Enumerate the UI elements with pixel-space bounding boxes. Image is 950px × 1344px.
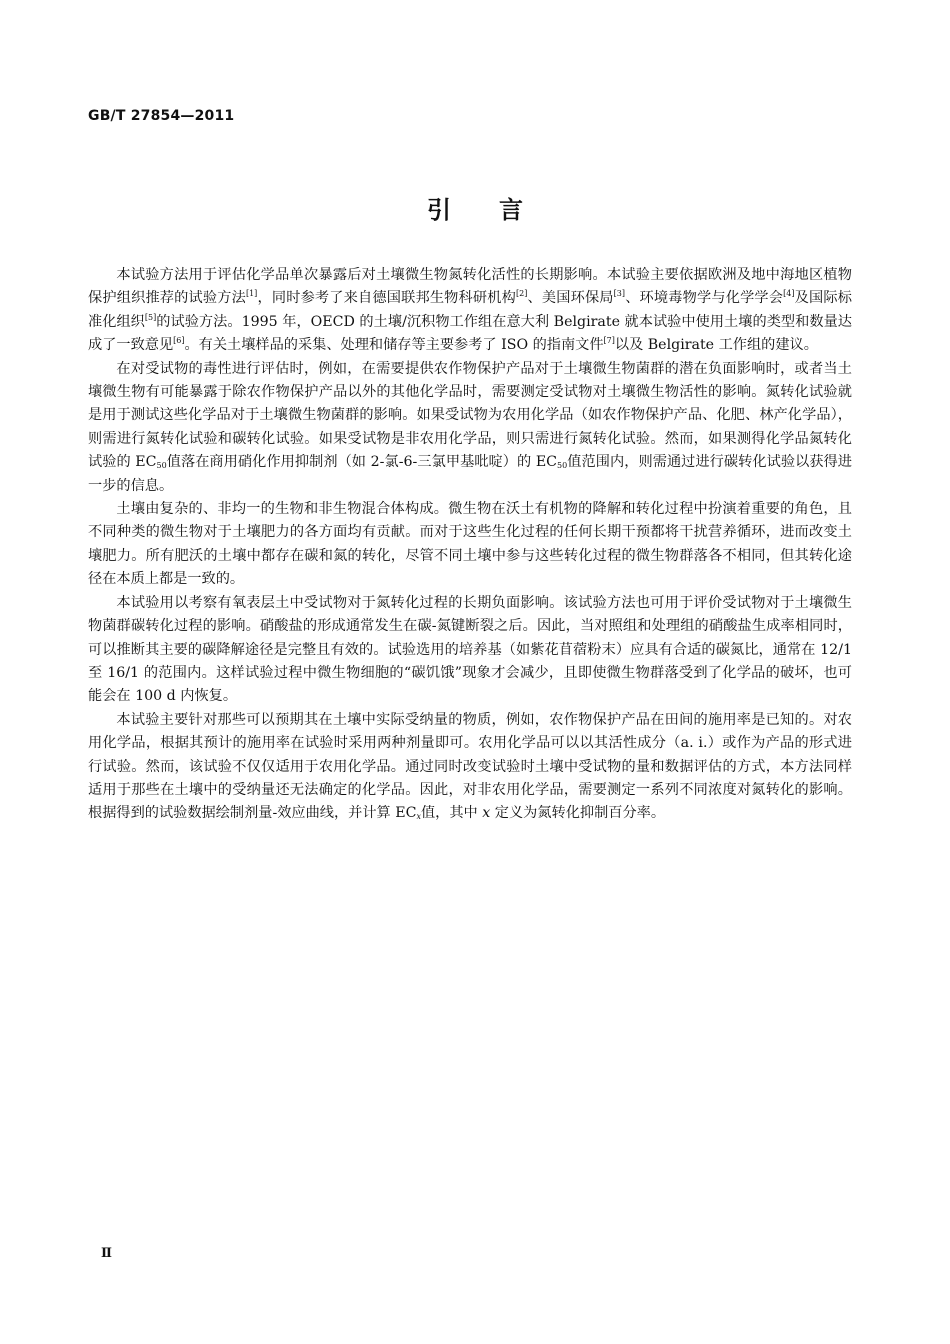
text-run: 值落在商用硝化作用抑制剂（如 2-氯-6-三氯甲基吡啶）的 EC [166,454,558,471]
reference-mark: [6] [173,336,185,346]
text-run: 本试验主要针对那些可以预期其在土壤中实际受纳量的物质，例如，农作物保护产品在田间的施用率是已知的。对农用化学品，根据其预计的施用率在试验时采用两种剂量即可。农用化学品可以以其活性成分（a. i.）或作为产品的形式进行试验。然而，该试验不仅仅适用于农用化学品。通过同时改变试验时土壤中受试物的量和数据评估的方式，本方法同样适用于那些在土壤中的受纳量还无法确定的化学品。因此，对非农用化学品，需要测定一系列不同浓度对氮转化的影响。根据得到的试验数据绘制剂量-效应曲线，并计算 EC [88,711,852,822]
text-run: 的试验方法。1995 年，OECD 的土壤/沉积物工作组在意大利 Belgirate 就本试验中使用土壤的类型和数量达成了一致意见 [88,313,852,354]
text-run: 、环境毒物学与化学学会 [625,290,784,307]
page-number: Ⅱ [101,1246,112,1261]
text-run: 值范围内，则需通过进行碳转化试验以获得进一步的信息。 [88,454,852,494]
text-run: ，同时参考了来自德国联邦生物科研机构 [257,290,516,307]
variable-x: x [482,805,491,822]
subscript: x [416,812,421,822]
subscript: 50 [557,461,568,471]
text-run: 在对受试物的毒性进行评估时，例如，在需要提供农作物保护产品对于土壤微生物菌群的潜在负面影响时，或者当土壤微生物有可能暴露于除农作物保护产品以外的其他化学品时，需要测定受试物对土壤微生物活性的影响。氮转化试验就是用于测试这些化学品对于土壤微生物菌群的影响。如果受试物为农用化学品（如农作物保护产品、化肥、林产化学品），则需进行氮转化试验和碳转化试验。如果受试物是非农用化学品，则只需进行氮转化试验。然而，如果测得化学品氮转化试验的 EC [88,360,852,471]
text-run: 及国际标准化组织 [88,290,852,330]
standard-code: GB/T 27854—2011 [88,108,235,124]
paragraph-5 [88,709,852,826]
paragraph-4: 本试验用以考察有氧表层土中受试物对于氮转化过程的长期负面影响。该试验方法也可用于评价受试物对于土壤微生物菌群碳转化过程的影响。硝酸盐的形成通常发生在碳-氮键断裂之后。因此，当对照组和处理组的硝酸盐生成率相同时，可以推断其主要的碳降解途径是完整且有效的。试验选用的培养基（如紫花苜蓿粉末）应具有合适的碳氮比，通常在 12/1 至 16/1 的范围内。这样试验过程中微生物细胞的“碳饥饿”现象才会减少，且即使微生物群落受到了化学品的破坏，也可能会在 100 d 内恢复。 [88,594,852,705]
text-run: 以及 Belgirate 工作组的建议。 [614,337,818,354]
reference-mark: [7] [603,336,615,346]
reference-mark: [1] [245,289,258,299]
reference-mark: [5] [144,312,157,322]
reference-mark: [4] [783,289,795,299]
reference-mark: [2] [515,289,528,299]
text-run: 。有关土壤样品的采集、处理和储存等主要参考了 ISO 的指南文件 [184,337,604,354]
text-run: 值，其中 [420,805,483,822]
subscript: 50 [156,461,167,471]
text-run: 、美国环保局 [527,290,614,307]
page-title: 引言 [427,196,571,224]
body-text [88,264,852,826]
text-run: 定义为氮转化抑制百分率。 [490,805,666,822]
paragraph-1 [88,264,852,358]
paragraph-3: 土壤由复杂的、非均一的生物和非生物混合体构成。微生物在沃土有机物的降解和转化过程中扮演着重要的角色，且不同种类的微生物对于土壤肥力的各方面均有贡献。而对于这些生化过程的任何长期干预都将干扰营养循环，进而改变土壤肥力。所有肥沃的土壤中都存在碳和氮的转化，尽管不同土壤中参与这些转化过程的微生物群落各不相同，但其转化途径在本质上都是一致的。 [88,501,852,588]
text-run: 本试验方法用于评估化学品单次暴露后对土壤微生物氮转化活性的长期影响。本试验主要依据欧洲及地中海地区植物保护组织推荐的试验方法 [88,267,852,307]
paragraph-2 [88,358,852,498]
reference-mark: [3] [613,289,626,299]
